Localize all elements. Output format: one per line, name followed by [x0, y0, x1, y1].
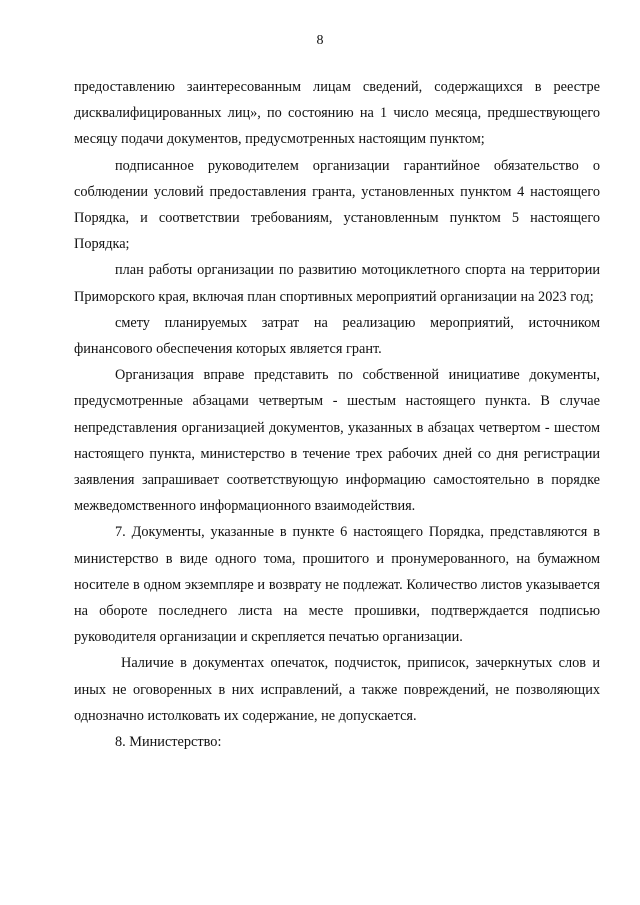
paragraph-typos-not-allowed: Наличие в документах опечаток, подчисток, приписок, зачеркнутых слов и иных не оговоренных в них исправлений, а также повреждений, не позволяющих однозначно истолковать их содержание, не допускается.: [74, 655, 600, 724]
paragraph-guarantee-obligation: подписанное руководителем организации гарантийное обязательство о соблюдении условий предоставления гранта, установленных пунктом 4 настоящего Порядка, и соответствии требованиям, установленным пунктом 5 настоящего Порядка;: [74, 157, 600, 253]
document-body: [74, 74, 600, 755]
paragraph-item-7: 7. Документы, указанные в пункте 6 настоящего Порядка, представляются в министерство в виде одного тома, прошитого и пронумерованного, на бумажном носителе в одном экземпляре и возврату не подлежат. Количество листов указывается на обороте последнего листа на месте прошивки, подтверждается подписью руководителя организации и скрепляется печатью организации.: [74, 524, 600, 646]
paragraph-own-initiative: Организация вправе представить по собственной инициативе документы, предусмотренные абзацами четвертым - шестым настоящего пункта. В случае непредставления организацией документов, указанных в абзацах четвертом - шестом настоящего пункта, министерство в течение трех рабочих дней со дня регистрации заявления запрашивает соответствующую информацию самостоятельно в порядке межведомственного информационного взаимодействия.: [74, 367, 600, 515]
paragraph-cost-estimate: смету планируемых затрат на реализацию мероприятий, источником финансового обеспечения которых является грант.: [74, 314, 600, 358]
paragraph-work-plan: план работы организации по развитию мотоциклетного спорта на территории Приморского края, включая план спортивных мероприятий организации на 2023 год;: [74, 262, 600, 305]
paragraph-1-continuation: предоставлению заинтересованным лицам сведений, содержащихся в реестре дисквалифицированных лиц», по состоянию на 1 число месяца, предшествующего месяцу подачи документов, предусмотренных настоящим пунктом;: [74, 79, 600, 148]
paragraph-item-8: 8. Министерство:: [115, 734, 222, 751]
page-number: 8: [316, 33, 324, 48]
